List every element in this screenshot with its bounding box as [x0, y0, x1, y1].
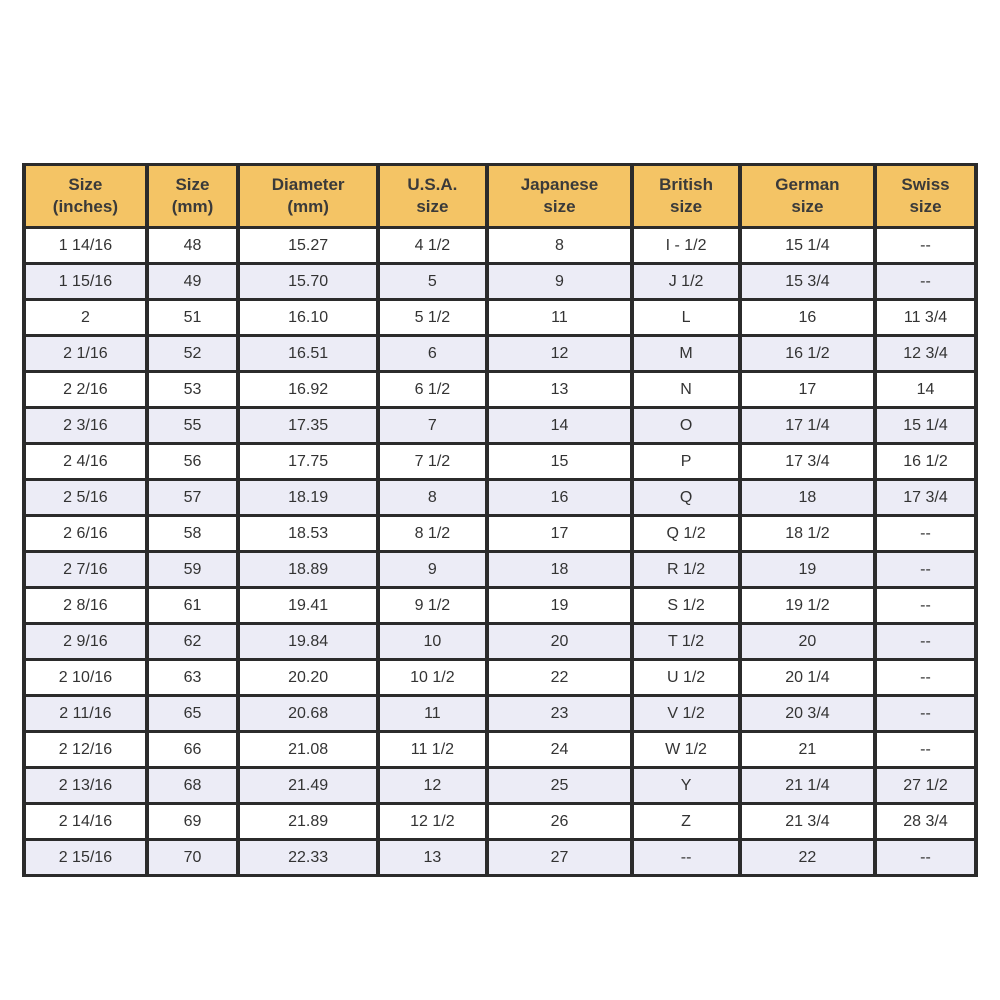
table-cell: 13 — [378, 840, 487, 876]
table-cell: 56 — [147, 444, 238, 480]
table-cell: I - 1/2 — [632, 228, 740, 264]
table-cell: -- — [875, 516, 976, 552]
table-cell: 16 1/2 — [740, 336, 875, 372]
table-cell: 13 — [487, 372, 633, 408]
table-cell: 27 — [487, 840, 633, 876]
column-header-british-size: British size — [632, 165, 740, 228]
table-body — [24, 228, 976, 876]
table-cell: 17 3/4 — [875, 480, 976, 516]
table-cell: -- — [875, 624, 976, 660]
table-cell: 9 1/2 — [378, 588, 487, 624]
table-cell: 49 — [147, 264, 238, 300]
table-row — [24, 840, 976, 876]
table-cell: 65 — [147, 696, 238, 732]
table-row — [24, 660, 976, 696]
table-cell: -- — [632, 840, 740, 876]
table-cell: 16.51 — [238, 336, 378, 372]
table-cell: 5 — [378, 264, 487, 300]
table-cell: 12 — [378, 768, 487, 804]
table-cell: M — [632, 336, 740, 372]
table-cell: 20 — [740, 624, 875, 660]
table-cell: 15.27 — [238, 228, 378, 264]
table-cell: 21 — [740, 732, 875, 768]
table-cell: 24 — [487, 732, 633, 768]
table-cell: 2 1/16 — [24, 336, 147, 372]
table-header — [24, 165, 976, 228]
table-cell: 18.19 — [238, 480, 378, 516]
table-cell: 22 — [740, 840, 875, 876]
table-cell: 19.84 — [238, 624, 378, 660]
table-row — [24, 336, 976, 372]
table-cell: 59 — [147, 552, 238, 588]
table-cell: 26 — [487, 804, 633, 840]
table-cell: 15 — [487, 444, 633, 480]
table-cell: Z — [632, 804, 740, 840]
table-row — [24, 228, 976, 264]
table-cell: O — [632, 408, 740, 444]
column-header-swiss-size: Swiss size — [875, 165, 976, 228]
table-cell: U 1/2 — [632, 660, 740, 696]
table-cell: 68 — [147, 768, 238, 804]
table-cell: 7 — [378, 408, 487, 444]
table-cell: 15 1/4 — [875, 408, 976, 444]
table-row — [24, 516, 976, 552]
table-cell: 14 — [487, 408, 633, 444]
table-cell: -- — [875, 228, 976, 264]
table-cell: 22.33 — [238, 840, 378, 876]
table-cell: 62 — [147, 624, 238, 660]
table-row — [24, 552, 976, 588]
table-cell: 2 8/16 — [24, 588, 147, 624]
table-cell: 18 — [740, 480, 875, 516]
table-cell: P — [632, 444, 740, 480]
column-header-german-size: German size — [740, 165, 875, 228]
table-cell: 66 — [147, 732, 238, 768]
table-row — [24, 408, 976, 444]
column-header-diameter-mm: Diameter (mm) — [238, 165, 378, 228]
table-cell: 28 3/4 — [875, 804, 976, 840]
table-cell: 20.20 — [238, 660, 378, 696]
table-cell: 53 — [147, 372, 238, 408]
table-cell: 70 — [147, 840, 238, 876]
table-cell: 16.92 — [238, 372, 378, 408]
table-cell: 2 10/16 — [24, 660, 147, 696]
table-row — [24, 696, 976, 732]
table-cell: Q 1/2 — [632, 516, 740, 552]
table-row — [24, 768, 976, 804]
table-cell: -- — [875, 696, 976, 732]
table-cell: 2 12/16 — [24, 732, 147, 768]
table-cell: 12 1/2 — [378, 804, 487, 840]
table-cell: 10 1/2 — [378, 660, 487, 696]
table-cell: 27 1/2 — [875, 768, 976, 804]
table-cell: Y — [632, 768, 740, 804]
table-cell: 58 — [147, 516, 238, 552]
table-cell: 2 4/16 — [24, 444, 147, 480]
table-cell: 52 — [147, 336, 238, 372]
table-cell: 17 1/4 — [740, 408, 875, 444]
table-cell: 12 — [487, 336, 633, 372]
table-cell: R 1/2 — [632, 552, 740, 588]
table-cell: 2 7/16 — [24, 552, 147, 588]
table-cell: J 1/2 — [632, 264, 740, 300]
table-cell: 21.08 — [238, 732, 378, 768]
table-row — [24, 804, 976, 840]
table-cell: 18.89 — [238, 552, 378, 588]
table-row — [24, 372, 976, 408]
table-cell: 12 3/4 — [875, 336, 976, 372]
table-cell: T 1/2 — [632, 624, 740, 660]
table-cell: 19.41 — [238, 588, 378, 624]
table-cell: 21.89 — [238, 804, 378, 840]
table-cell: 51 — [147, 300, 238, 336]
table-cell: 17.75 — [238, 444, 378, 480]
table-cell: 61 — [147, 588, 238, 624]
table-cell: 17 — [740, 372, 875, 408]
table-cell: 15 1/4 — [740, 228, 875, 264]
table-cell: L — [632, 300, 740, 336]
table-cell: -- — [875, 264, 976, 300]
column-header-usa-size: U.S.A. size — [378, 165, 487, 228]
table-cell: Q — [632, 480, 740, 516]
table-cell: 2 15/16 — [24, 840, 147, 876]
table-row — [24, 444, 976, 480]
table-cell: 15 3/4 — [740, 264, 875, 300]
table-cell: 16.10 — [238, 300, 378, 336]
table-row — [24, 732, 976, 768]
table-cell: 17 — [487, 516, 633, 552]
table-cell: 6 1/2 — [378, 372, 487, 408]
table-cell: 22 — [487, 660, 633, 696]
table-cell: 20 3/4 — [740, 696, 875, 732]
table-cell: 48 — [147, 228, 238, 264]
table-cell: 2 — [24, 300, 147, 336]
table-cell: 57 — [147, 480, 238, 516]
table-cell: 20 1/4 — [740, 660, 875, 696]
table-cell: 18 — [487, 552, 633, 588]
table-cell: 1 15/16 — [24, 264, 147, 300]
table-cell: 19 1/2 — [740, 588, 875, 624]
table-cell: -- — [875, 588, 976, 624]
table-cell: 8 — [378, 480, 487, 516]
table-cell: 21 3/4 — [740, 804, 875, 840]
table-cell: -- — [875, 732, 976, 768]
table-cell: 1 14/16 — [24, 228, 147, 264]
table-cell: 16 1/2 — [875, 444, 976, 480]
table-cell: 21 1/4 — [740, 768, 875, 804]
table-row — [24, 264, 976, 300]
table-cell: 23 — [487, 696, 633, 732]
table-cell: 9 — [378, 552, 487, 588]
table-cell: 2 5/16 — [24, 480, 147, 516]
column-header-size-inches: Size (inches) — [24, 165, 147, 228]
table-cell: 19 — [487, 588, 633, 624]
table-cell: -- — [875, 660, 976, 696]
column-header-size-mm: Size (mm) — [147, 165, 238, 228]
table-cell: -- — [875, 552, 976, 588]
table-cell: 18 1/2 — [740, 516, 875, 552]
table-cell: 14 — [875, 372, 976, 408]
table-cell: 2 13/16 — [24, 768, 147, 804]
table-cell: 17 3/4 — [740, 444, 875, 480]
table-cell: 20 — [487, 624, 633, 660]
table-row — [24, 624, 976, 660]
table-cell: 15.70 — [238, 264, 378, 300]
column-header-japanese-size: Japanese size — [487, 165, 633, 228]
table-cell: 16 — [487, 480, 633, 516]
table-cell: 11 — [378, 696, 487, 732]
header-row — [24, 165, 976, 228]
table-row — [24, 480, 976, 516]
table-cell: 2 3/16 — [24, 408, 147, 444]
table-cell: 18.53 — [238, 516, 378, 552]
table-cell: 10 — [378, 624, 487, 660]
table-cell: 2 14/16 — [24, 804, 147, 840]
table-cell: 7 1/2 — [378, 444, 487, 480]
table-cell: 20.68 — [238, 696, 378, 732]
table-cell: 11 — [487, 300, 633, 336]
table-cell: 11 1/2 — [378, 732, 487, 768]
table-cell: 63 — [147, 660, 238, 696]
table-cell: 16 — [740, 300, 875, 336]
table-cell: 4 1/2 — [378, 228, 487, 264]
table-row — [24, 588, 976, 624]
table-cell: 5 1/2 — [378, 300, 487, 336]
ring-size-conversion-table — [22, 163, 978, 877]
table-cell: 17.35 — [238, 408, 378, 444]
table-cell: 25 — [487, 768, 633, 804]
table-cell: V 1/2 — [632, 696, 740, 732]
table-cell: W 1/2 — [632, 732, 740, 768]
table-cell: N — [632, 372, 740, 408]
table-cell: 19 — [740, 552, 875, 588]
table-cell: 2 2/16 — [24, 372, 147, 408]
table-cell: 9 — [487, 264, 633, 300]
table-row — [24, 300, 976, 336]
table-cell: 2 11/16 — [24, 696, 147, 732]
table-cell: 8 1/2 — [378, 516, 487, 552]
table-cell: 55 — [147, 408, 238, 444]
table-cell: 2 9/16 — [24, 624, 147, 660]
table-cell: 21.49 — [238, 768, 378, 804]
table-cell: 11 3/4 — [875, 300, 976, 336]
table-cell: S 1/2 — [632, 588, 740, 624]
table-cell: -- — [875, 840, 976, 876]
table-cell: 8 — [487, 228, 633, 264]
table-cell: 69 — [147, 804, 238, 840]
table-cell: 6 — [378, 336, 487, 372]
table-cell: 2 6/16 — [24, 516, 147, 552]
